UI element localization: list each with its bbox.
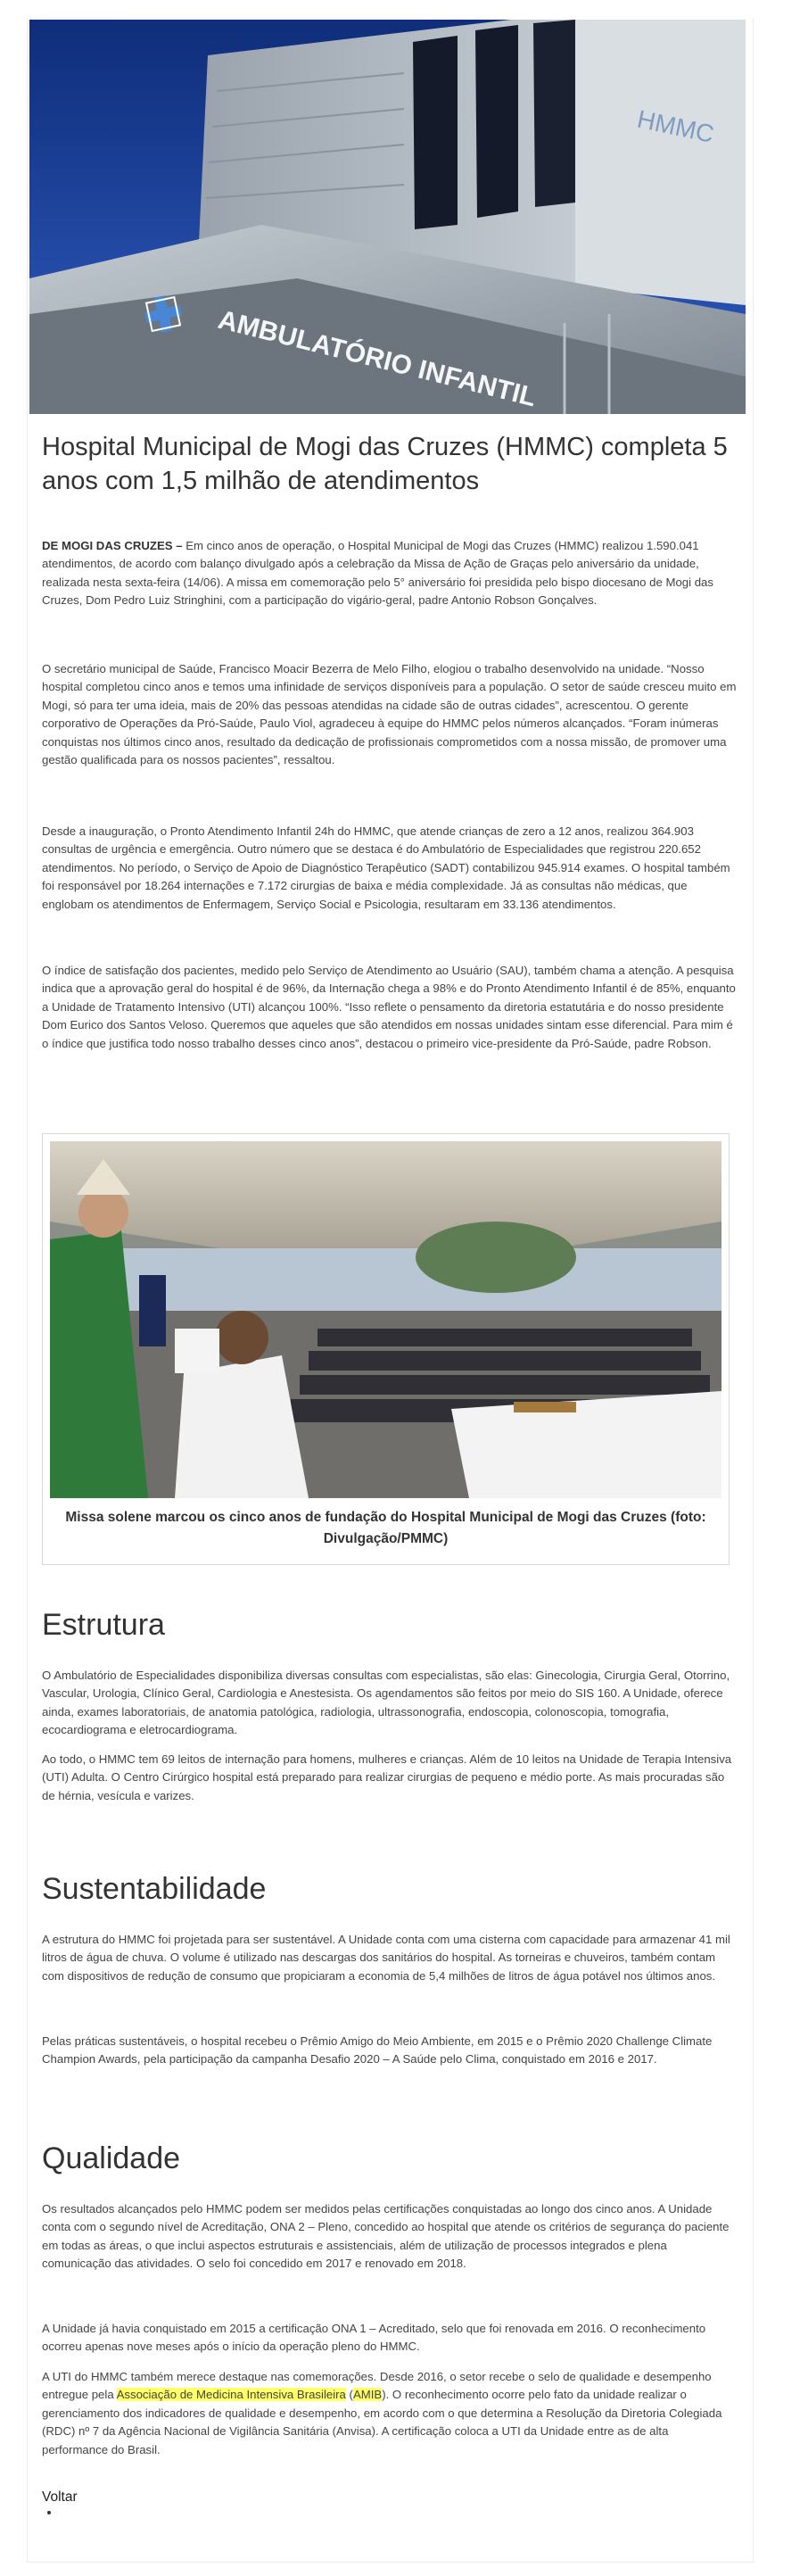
- paragraph-numbers: Desde a inauguração, o Pronto Atendimento Infantil 24h do HMMC, que atende crianças de zero a 12 anos, realizou 364.903 consultas de urgência e emergência. Outro número que se destaca é do Ambulatório de Especialidades que registrou 220.652 atendimentos. No período, o Serviço de Apoio de Diagnóstico Terapêutico (SADT) contabilizou 945.914 exames. O hospital também foi responsável por 18.264 internações e 7.172 cirurgias de baixa e média complexidade. Já as consultas não médicas, que englobam os atendimentos de Enfermagem, Serviço Social e Psicologia, resultaram em 33.136 atendimentos.: [42, 824, 730, 911]
- list-item: [60, 2506, 738, 2518]
- paragraph-estrutura-2: Ao todo, o HMMC tem 69 leitos de internação para homens, mulheres e crianças. Além de 10 leitos na Unidade de Terapia Intensiva (UTI) Adulta. O Centro Cirúrgico hospital está preparado para realizar cirurgias de pequeno e médio porte. As mais procuradas são de hérnia, vesícula e varizes.: [42, 1752, 732, 1802]
- empty-bullet-list: [42, 2506, 738, 2518]
- dateline: DE MOGI DAS CRUZES –: [42, 539, 183, 552]
- paragraph-qualidade-1: Os resultados alcançados pelo HMMC podem ser medidos pelas certificações conquistadas ao longo dos cinco anos. A Unidade conta com o segundo nível de Acreditação, ONA 2 – Pleno, concedido ao hospital que atende os critérios de segurança do paciente em todas as áreas, o que inclui aspectos estruturais e assistenciais, além de utilização de processos integrados e plena comunicação das atividades. O selo foi concedido em 2017 e renovado em 2018.: [42, 2202, 730, 2271]
- hero-sign-text: AMBULATÓRIO INFANTIL: [215, 304, 540, 413]
- photo-figure: [42, 1133, 730, 1565]
- section-title-sustentabilidade: Sustentabilidade: [42, 1872, 267, 1906]
- paragraph-secretary: O secretário municipal de Saúde, Francisco Moacir Bezerra de Melo Filho, elogiou o trabalho desenvolvido na unidade. “Nosso hospital completou cinco anos e temos uma infinidade de serviços disponíveis para a população. O setor de saúde cresceu muito em Mogi, só para ter uma ideia, mais de 20% das pessoas atendidas na cidade são de outras cidades”, acrescentou. O gerente corporativo de Operações da Pró-Saúde, Paulo Viol, agradeceu à equipe do HMMC pelos números alcançados. “Foram inúmeras conquistas nos últimos cinco anos, resultado da dedicação de profissionais comprometidos com a nossa missão, de promover uma gestão qualificada para os nossos pacientes”, ressaltou.: [42, 662, 737, 767]
- hospital-building-photo: [29, 20, 746, 414]
- highlight-amib-acronym[interactable]: AMIB: [352, 2388, 383, 2402]
- hero-image: [29, 20, 746, 414]
- article-page: [27, 18, 754, 2563]
- section-title-qualidade: Qualidade: [42, 2141, 181, 2175]
- section-title-estrutura: Estrutura: [42, 1608, 165, 1642]
- paragraph-qualidade-2: A Unidade já havia conquistado em 2015 a certificação ONA 1 – Acreditado, selo que foi renovada em 2016. O reconhecimento ocorreu apenas nove meses após o início da operação pleno do HMMC.: [42, 2322, 706, 2354]
- paragraph-estrutura-1: O Ambulatório de Especialidades disponibiliza diversas consultas com especialistas, são elas: Ginecologia, Cirurgia Geral, Otorrino, Vascular, Urologia, Clínico Geral, Cardiologia e Anestesista. Os agendamentos são feitos por meio do SIS 160. A Unidade, oferece ainda, exames laboratoriais, de anatomia patológica, radiologia, ultrassonografia, endoscopia, colonoscopia, tomografia, ecocardiograma e eletrocardiograma.: [42, 1669, 730, 1737]
- back-link[interactable]: Voltar: [42, 2489, 78, 2505]
- paragraph-intro: DE MOGI DAS CRUZES – Em cinco anos de operação, o Hospital Municipal de Mogi das Cruzes (HMMC) realizou 1.590.041 atendimentos, de acordo com balanço divulgado após a celebração da Missa de Ação de Graças pelo aniversário da unidade, realizada nesta sexta-feira (14/06). A missa em comemoração pelo 5° aniversário foi presidida pelo bispo diocesano de Mogi das Cruzes, Dom Pedro Luiz Stringhini, com a participação do vigário-geral, padre Antonio Robson Gonçalves.: [42, 539, 713, 608]
- paragraph-qualidade-3: A UTI do HMMC também merece destaque nas comemorações. Desde 2016, o setor recebe o selo de qualidade e desempenho entregue pela Associação de Medicina Intensiva Brasileira (AMIB). O reconhecimento ocorre pelo fato da unidade realizar o gerenciamento dos indicadores de qualidade e desempenho, em acordo com o que determina a Resolução da Diretoria Colegiada (RDC) nº 7 da Agência Nacional de Vigilância Sanitária (Anvisa). A certificação coloca a UTI da Unidade entre as de alta performance do Brasil.: [42, 2370, 722, 2456]
- article-title: Hospital Municipal de Mogi das Cruzes (HMMC) completa 5 anos com 1,5 milhão de atendimentos: [42, 433, 728, 495]
- svg-text:HMMC: HMMC: [634, 104, 717, 148]
- highlight-amib-name[interactable]: Associação de Medicina Intensiva Brasileira: [116, 2388, 346, 2402]
- paragraph-satisfaction: O índice de satisfação dos pacientes, medido pelo Serviço de Atendimento ao Usuário (SAU), também chama a atenção. A pesquisa indica que a aprovação geral do hospital é de 96%, da Internação chega a 98% e do Pronto Atendimento Infantil é de 85%, enquanto a Unidade de Tratamento Intensivo (UTI) alcançou 100%. “Isso reflete o pensamento da diretoria estatutária e do nosso presidente Dom Eurico dos Santos Veloso. Queremos que aqueles que são atendidos em nossas unidades sintam esse diferencial. Para mim é o índice que justifica todo nosso trabalho desses cinco anos”, destacou o primeiro vice-presidente da Pró-Saúde, padre Robson.: [42, 964, 736, 1050]
- paragraph-sustentabilidade-2: Pelas práticas sustentáveis, o hospital recebeu o Prêmio Amigo do Meio Ambiente, em 2015 e o Prêmio 2020 Challenge Climate Champion Awards, pela participação da campanha Desafio 2020 – A Saúde pelo Clima, conquistado em 2016 e 2017.: [42, 2034, 713, 2067]
- photo-caption: Missa solene marcou os cinco anos de fundação do Hospital Municipal de Mogi das Cruzes (foto: Divulgação/PMMC): [65, 1510, 706, 1546]
- mass-photo: [50, 1141, 721, 1498]
- paragraph-sustentabilidade-1: A estrutura do HMMC foi projetada para ser sustentável. A Unidade conta com uma cisterna com capacidade para armazenar 41 mil litros de água de chuva. O volume é utilizado nas descargas dos sanitários do hospital. As torneiras e chuveiros, também contam com dispositivos de redução de consumo que propiciaram a economia de 5,4 milhões de litros de água potável nos últimos anos.: [42, 1933, 730, 1983]
